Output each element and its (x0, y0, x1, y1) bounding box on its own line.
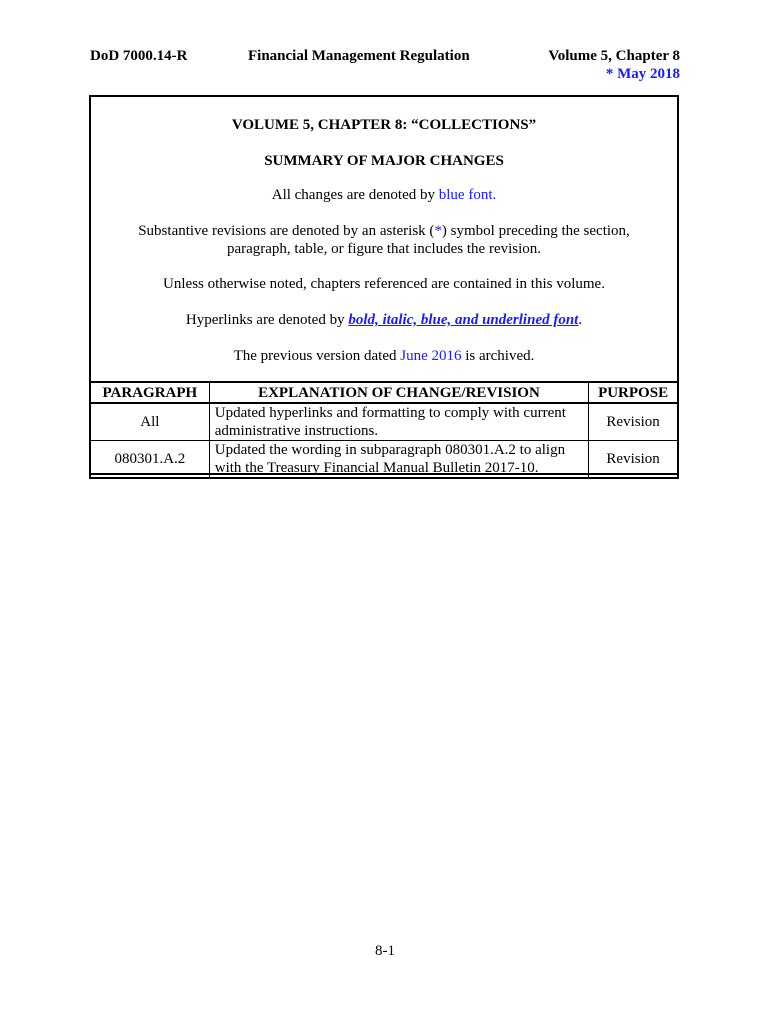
asterisk-symbol: * (434, 223, 442, 239)
hyperlink-note (91, 311, 677, 329)
hyperlink-note-suffix: . (578, 312, 583, 328)
header-title: Financial Management Regulation (248, 48, 470, 64)
summary-subheading: SUMMARY OF MAJOR CHANGES (264, 153, 504, 169)
row-purpose: Revision (589, 441, 678, 479)
row-explanation: Updated the wording in subparagraph 080301.A.2 to align with the Treasury Financial Manual Bulletin 2017-10. (209, 441, 588, 479)
row-purpose: Revision (589, 403, 678, 441)
header-explanation: EXPLANATION OF CHANGE/REVISION (209, 382, 588, 403)
header-date: * May 2018 (605, 66, 680, 82)
header-doc-id: DoD 7000.14-R (90, 48, 188, 64)
archive-note-prefix: The previous version dated (233, 348, 401, 364)
archive-date: June 2016 (400, 348, 462, 364)
asterisk-note-a: Substantive revisions are denoted by an asterisk ( (138, 223, 435, 239)
chapter-reference-note: Unless otherwise noted, chapters referenced are contained in this volume. (163, 276, 605, 292)
asterisk-note-line2: paragraph, table, or figure that includes the revision. (226, 241, 542, 257)
asterisk-note-b: ) symbol preceding the section, (441, 223, 630, 239)
blue-font-note-prefix: All changes are denoted by (271, 187, 439, 203)
blue-font-note (91, 186, 677, 204)
row-paragraph: All (90, 403, 209, 441)
row-paragraph: 080301.A.2 (90, 441, 209, 479)
archive-note-suffix: is archived. (461, 348, 535, 364)
header-volume-block (548, 47, 680, 83)
page-number: 8-1 (375, 943, 395, 959)
asterisk-note (91, 222, 677, 240)
changes-table (89, 381, 679, 479)
table-row (90, 403, 678, 441)
table-row (90, 441, 678, 479)
archive-note (91, 347, 677, 365)
summary-box (89, 95, 679, 475)
table-header-row (90, 382, 678, 403)
header-volume: Volume 5, Chapter 8 (548, 48, 680, 64)
chapter-heading: VOLUME 5, CHAPTER 8: “COLLECTIONS” (231, 117, 537, 133)
header-paragraph: PARAGRAPH (90, 382, 209, 403)
row-explanation: Updated hyperlinks and formatting to comply with current administrative instructions. (209, 403, 588, 441)
blue-font-sample: blue font. (438, 187, 497, 203)
hyperlink-sample[interactable]: bold, italic, blue, and underlined font (348, 312, 579, 328)
header-purpose: PURPOSE (589, 382, 678, 403)
hyperlink-note-prefix: Hyperlinks are denoted by (185, 312, 349, 328)
